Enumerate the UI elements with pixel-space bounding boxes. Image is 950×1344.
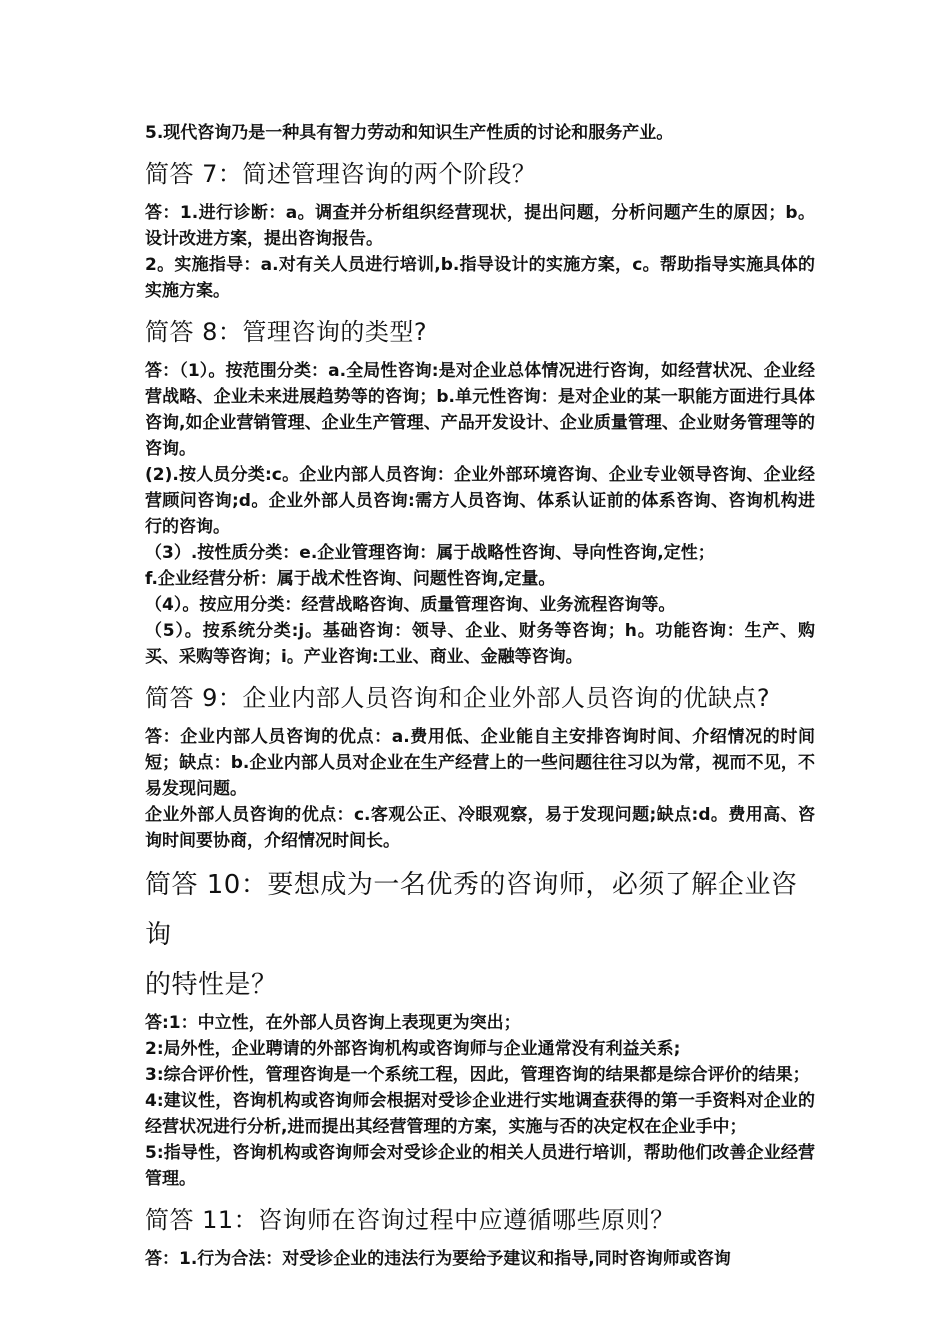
q10-answer-line: 答:1：中立性，在外部人员咨询上表现更为突出； bbox=[145, 1013, 521, 1033]
q8-answer-line: f.企业经营分析：属于战术性咨询、问题性咨询,定量。 bbox=[145, 569, 556, 589]
question-11-heading: 简答 11：咨询师在咨询过程中应遵循哪些原则？ bbox=[145, 1206, 675, 1234]
question-10-heading bbox=[145, 860, 815, 1010]
q10-answer-line: 2:局外性，企业聘请的外部咨询机构或咨询师与企业通常没有利益关系; bbox=[145, 1039, 681, 1059]
q8-answer-line: (2).按人员分类:c。企业内部人员咨询：企业外部环境咨询、企业专业领导咨询、企业经营顾问咨询;d。企业外部人员咨询:需方人员咨询、体系认证前的体系咨询、咨询机构进行的咨询。 bbox=[145, 465, 815, 537]
question-8-heading: 简答 8：管理咨询的类型? bbox=[145, 318, 428, 346]
q10-heading-line-1: 简答 10：要想成为一名优秀的咨询师，必须了解企业咨询 bbox=[145, 870, 798, 950]
q9-answer-line: 答：企业内部人员咨询的优点：a.费用低、企业能自主安排咨询时间、介绍情况的时间短；缺点：b.企业内部人员对企业在生产经营上的一些问题往往习以为常，视而不见，不易发现问题。 bbox=[145, 727, 815, 799]
document-body bbox=[145, 120, 815, 1272]
q8-answer-line: （4）。按应用分类：经营战略咨询、质量管理咨询、业务流程咨询等。 bbox=[145, 595, 676, 615]
q7-answer-line: 2。实施指导：a.对有关人员进行培训,b.指导设计的实施方案，c。帮助指导实施具体的实施方案。 bbox=[145, 255, 815, 301]
q7-answer-line: 答：1.进行诊断：a。调查并分析组织经营现状，提出问题，分析问题产生的原因；b。设计改进方案，提出咨询报告。 bbox=[145, 203, 815, 249]
q10-answer-line: 4:建议性，咨询机构或咨询师会根据对受诊企业进行实地调查获得的第一手资料对企业的经营状况进行分析,进而提出其经营管理的方案，实施与否的决定权在企业手中； bbox=[145, 1091, 815, 1137]
q8-answer-line: （5）。按系统分类:j。基础咨询：领导、企业、财务等咨询；h。功能咨询：生产、购买、采购等咨询；i。产业咨询:工业、商业、金融等咨询。 bbox=[145, 621, 815, 667]
intro-paragraph: 5.现代咨询乃是一种具有智力劳动和知识生产性质的讨论和服务产业。 bbox=[145, 123, 674, 143]
q8-answer-line: （3）.按性质分类：e.企业管理咨询：属于战略性咨询、导向性咨询,定性； bbox=[145, 543, 715, 563]
q11-answer-line: 答：1.行为合法：对受诊企业的违法行为要给予建议和指导,同时咨询师或咨询 bbox=[145, 1249, 731, 1269]
q9-answer-line: 企业外部人员咨询的优点：c.客观公正、冷眼观察，易于发现问题;缺点:d。费用高、咨询时间要协商，介绍情况时间长。 bbox=[145, 805, 815, 851]
q8-answer-line: 答：（1）。按范围分类：a.全局性咨询:是对企业总体情况进行咨询，如经营状况、企业经营战略、企业未来进展趋势等的咨询；b.单元性咨询：是对企业的某一职能方面进行具体咨询,如企业营销管理、企业生产管理、产品开发设计、企业质量管理、企业财务管理等的咨询。 bbox=[145, 361, 815, 459]
q10-answer-line: 5:指导性，咨询机构或咨询师会对受诊企业的相关人员进行培训，帮助他们改善企业经营管理。 bbox=[145, 1143, 815, 1189]
q10-heading-line-2: 的特性是？ bbox=[145, 970, 278, 1000]
question-7-heading: 简答 7：简述管理咨询的两个阶段？ bbox=[145, 160, 537, 188]
q10-answer-line: 3:综合评价性，管理咨询是一个系统工程，因此，管理咨询的结果都是综合评价的结果； bbox=[145, 1065, 810, 1085]
question-9-heading: 简答 9：企业内部人员咨询和企业外部人员咨询的优缺点? bbox=[145, 684, 771, 712]
